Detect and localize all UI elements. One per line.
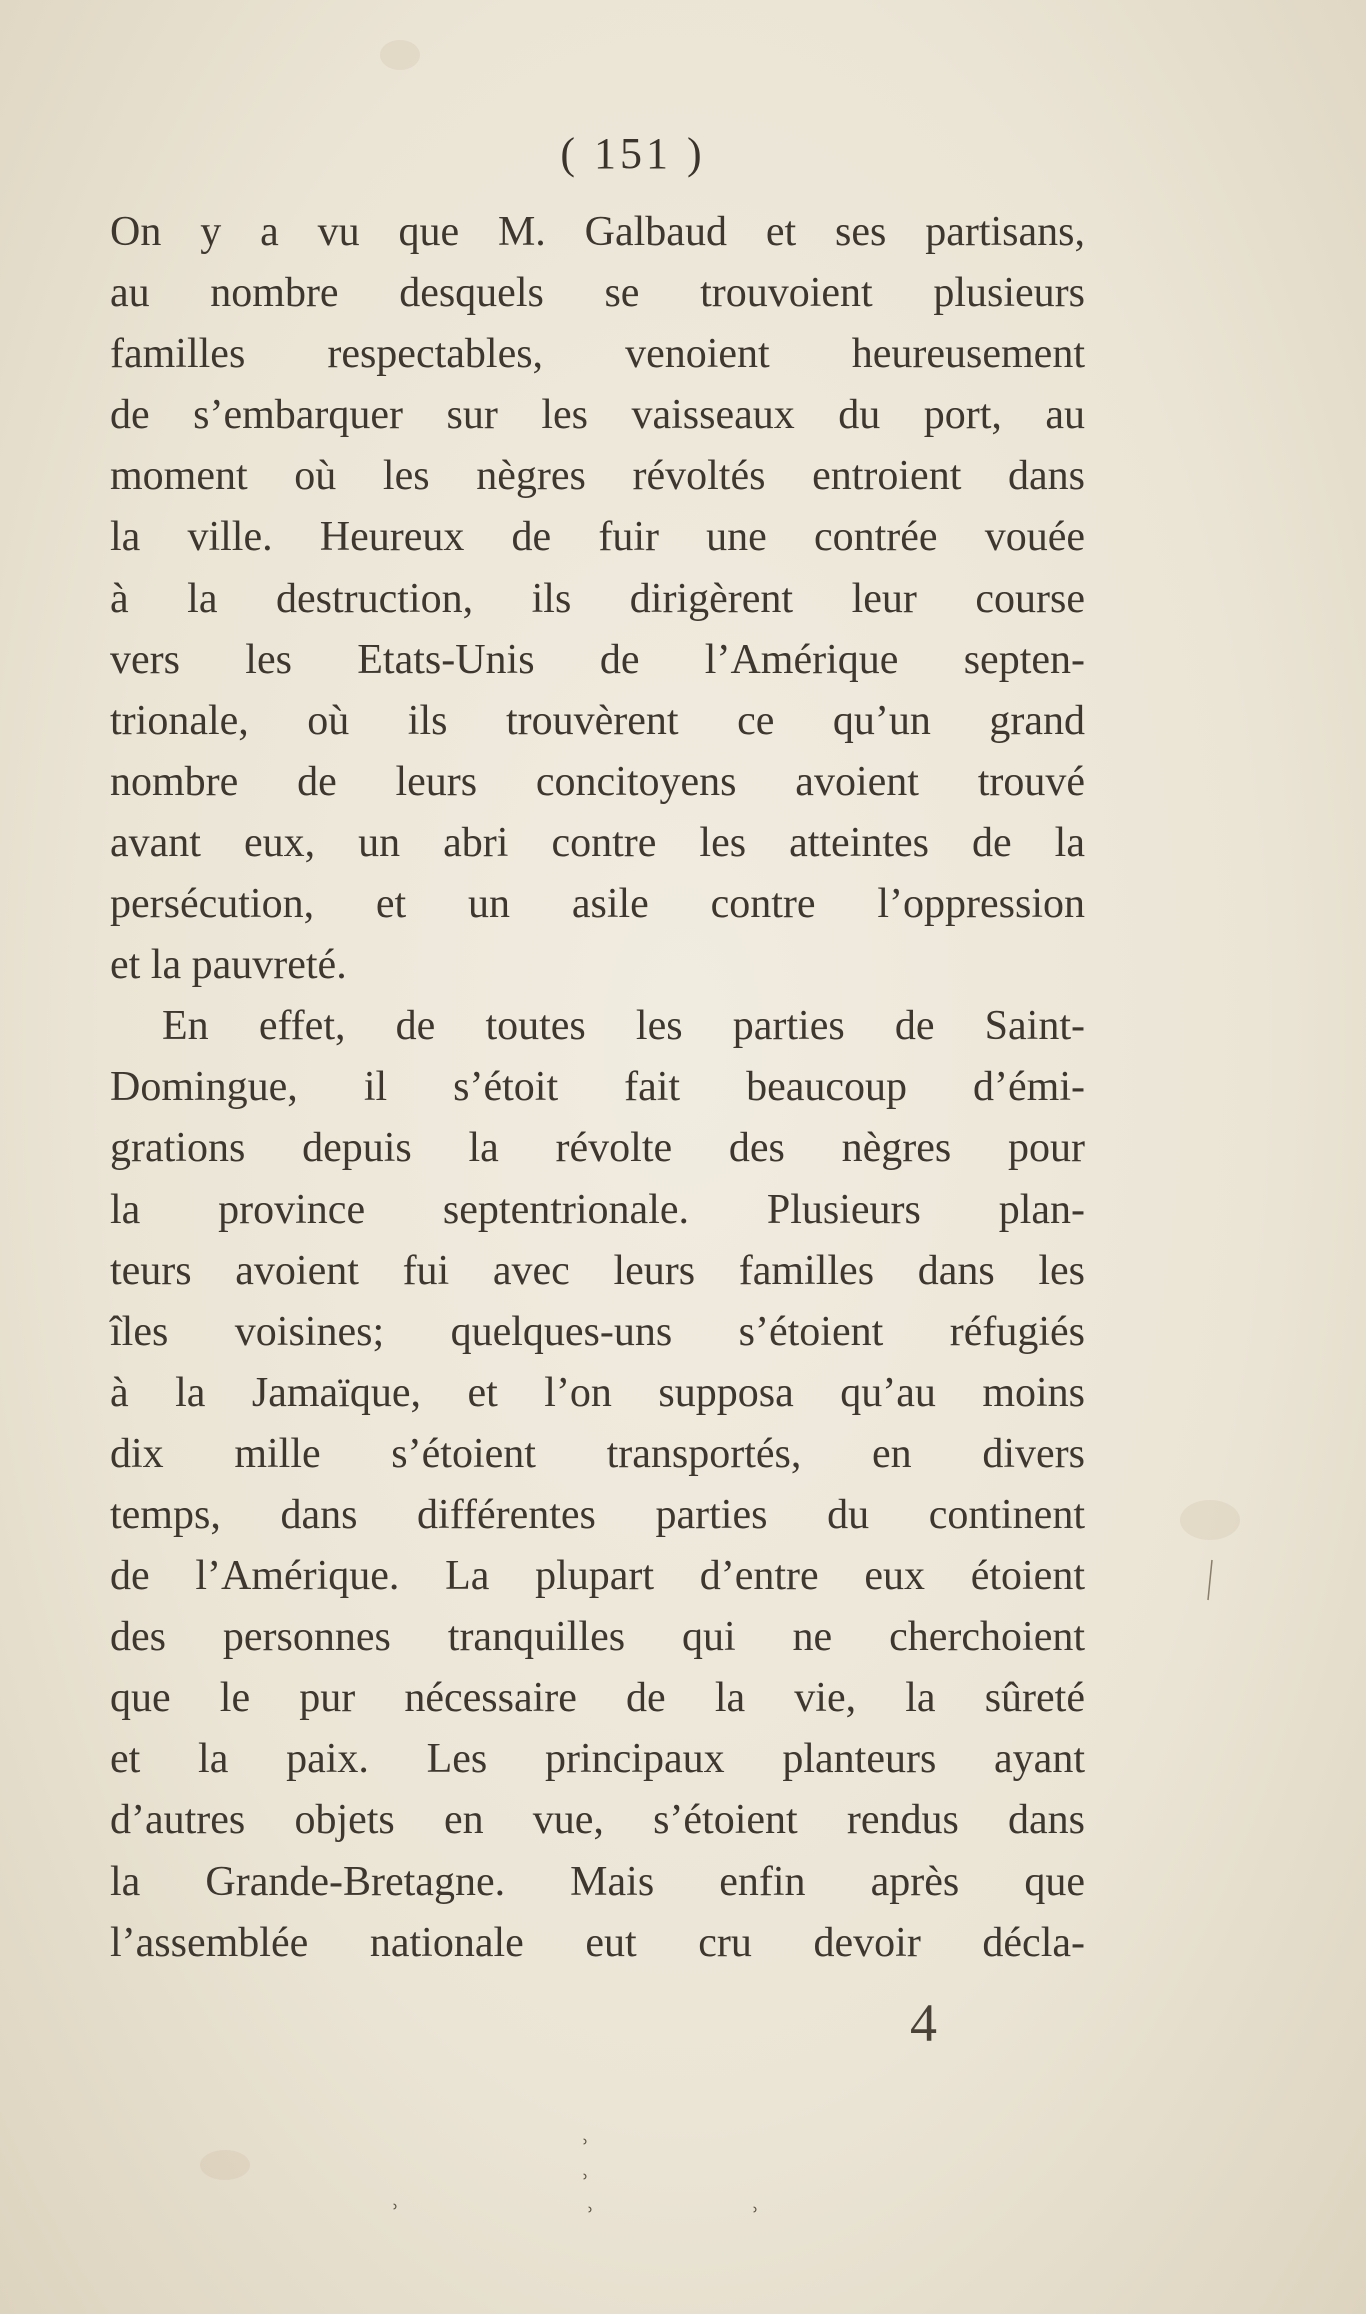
signature-mark: 4: [910, 1993, 937, 2053]
page-number: ( 151 ): [560, 129, 706, 178]
text-line: grations depuis la révolte des nègres pour: [110, 1125, 1085, 1172]
text-line: vers les Etats-Unis de l’Amérique septen-: [110, 636, 1085, 683]
text-line: dix mille s’étoient transportés, en divers: [110, 1430, 1085, 1477]
text-line: à la destruction, ils dirigèrent leur course: [110, 575, 1085, 622]
text-line: de l’Amérique. La plupart d’entre eux étoient: [110, 1553, 1085, 1600]
paper-stain: [1180, 1500, 1240, 1540]
paper-stain: [380, 40, 420, 70]
ink-mark: [1208, 1560, 1212, 1600]
text-line: et la pauvreté.: [110, 942, 347, 989]
text-line: trionale, où ils trouvèrent ce qu’un grand: [110, 697, 1085, 744]
text-line: que le pur nécessaire de la vie, la sûreté: [110, 1675, 1085, 1722]
paragraph-1: [110, 202, 1085, 996]
text-line: au nombre desquels se trouvoient plusieurs: [110, 270, 1085, 317]
text-line: On y a vu que M. Galbaud et ses partisans,: [110, 209, 1085, 255]
text-line: et la paix. Les principaux planteurs ayant: [110, 1736, 1085, 1783]
ink-mark: ʾ: [390, 2199, 400, 2232]
ink-mark: ʾ: [580, 2169, 590, 2202]
text-line: persécution, et un asile contre l’oppression: [110, 881, 1085, 928]
ink-mark: ʾ: [580, 2134, 590, 2167]
text-line: des personnes tranquilles qui ne cherchoient: [110, 1614, 1085, 1661]
text-line: la Grande-Bretagne. Mais enfin après que: [110, 1858, 1085, 1905]
ink-mark: ʾ: [750, 2202, 760, 2235]
text-line: à la Jamaïque, et l’on supposa qu’au moins: [110, 1369, 1085, 1416]
text-line: moment où les nègres révoltés entroient dans: [110, 453, 1085, 500]
text-line: familles respectables, venoient heureusement: [110, 331, 1085, 378]
text-line: l’assemblée nationale eut cru devoir décla-: [110, 1919, 1085, 1966]
text-line: la ville. Heureux de fuir une contrée vouée: [110, 514, 1085, 561]
text-line: nombre de leurs concitoyens avoient trouvé: [110, 758, 1085, 805]
paragraph-2: [110, 996, 1085, 1974]
text-line: Domingue, il s’étoit fait beaucoup d’émi-: [110, 1064, 1085, 1111]
text-line: îles voisines; quelques-uns s’étoient réfugiés: [110, 1308, 1085, 1355]
text-line: teurs avoient fui avec leurs familles dans les: [110, 1247, 1085, 1294]
paper-stain: [200, 2150, 250, 2180]
text-line: temps, dans différentes parties du continent: [110, 1491, 1085, 1538]
text-line: d’autres objets en vue, s’étoient rendus dans: [110, 1797, 1085, 1844]
text-line: la province septentrionale. Plusieurs plan-: [110, 1186, 1085, 1233]
text-line: de s’embarquer sur les vaisseaux du port, au: [110, 392, 1085, 439]
text-line: avant eux, un abri contre les atteintes de la: [110, 819, 1085, 866]
text-line: En effet, de toutes les parties de Saint-: [162, 1003, 1085, 1050]
body-text: [110, 202, 1085, 1974]
ink-mark: ʾ: [585, 2202, 595, 2235]
